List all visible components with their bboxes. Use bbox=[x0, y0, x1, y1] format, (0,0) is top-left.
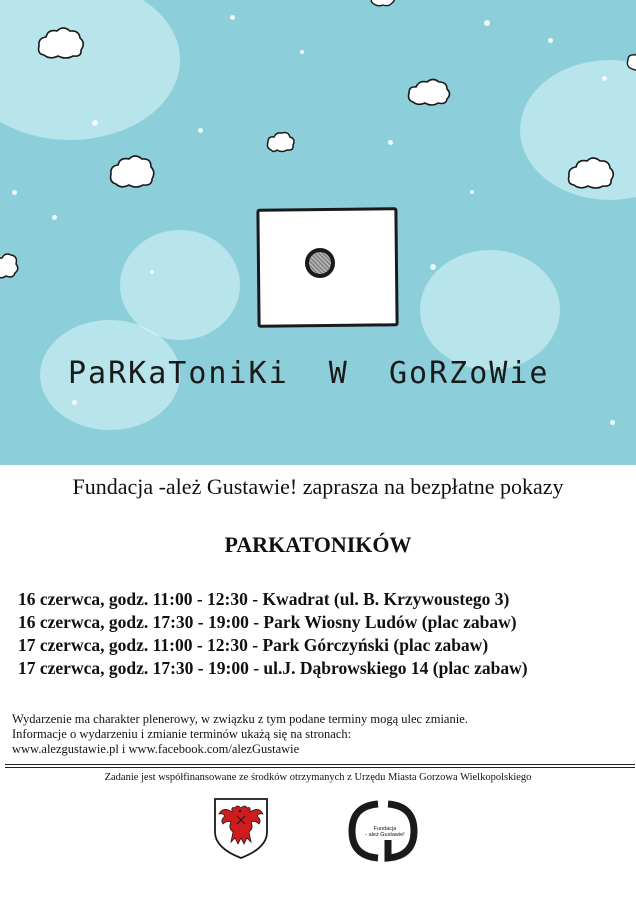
cloud-icon bbox=[626, 50, 636, 72]
foundation-logo-line: - ależ Gustawie! bbox=[365, 832, 405, 838]
cloud-icon bbox=[0, 250, 20, 280]
snow-dot bbox=[150, 270, 154, 274]
snow-dot bbox=[430, 264, 436, 270]
events-list bbox=[18, 588, 636, 680]
snow-dot bbox=[300, 50, 304, 54]
sky-glow bbox=[420, 250, 560, 370]
cloud-icon bbox=[266, 130, 296, 154]
foundation-logo-line: Fundacja bbox=[373, 826, 397, 832]
foundation-logo-text bbox=[362, 826, 408, 838]
cloud-icon bbox=[108, 152, 156, 190]
sky-glow bbox=[120, 230, 240, 340]
poster-title: PaRKaToniKi W GoRZoWie bbox=[68, 356, 550, 391]
cloud-icon bbox=[370, 0, 396, 8]
cloud-icon bbox=[36, 25, 86, 61]
snow-dot bbox=[92, 120, 98, 126]
note-links[interactable]: www.alezgustawie.pl i www.facebook.com/alezGustawie bbox=[12, 742, 300, 756]
snow-dot bbox=[12, 190, 17, 195]
snow-dot bbox=[548, 38, 553, 43]
event-item: 16 czerwca, godz. 11:00 - 12:30 - Kwadrat (ul. B. Krzywoustego 3) bbox=[18, 589, 510, 609]
note-line: Informacje o wydarzeniu i zmianie terminów ukażą się na stronach: bbox=[12, 727, 352, 741]
headline: PARKATONIKÓW bbox=[224, 532, 412, 557]
funding-note: Zadanie jest współfinansowane ze środków otrzymanych z Urzędu Miasta Gorzowa Wielkopolskiego bbox=[104, 772, 532, 783]
camera-lens-icon bbox=[305, 248, 335, 278]
cloud-icon bbox=[406, 77, 452, 107]
snow-dot bbox=[198, 128, 203, 133]
snow-dot bbox=[388, 140, 393, 145]
snow-dot bbox=[484, 20, 490, 26]
snow-dot bbox=[52, 215, 57, 220]
snow-dot bbox=[610, 420, 615, 425]
snow-dot bbox=[602, 76, 607, 81]
note-line: Wydarzenie ma charakter plenerowy, w związku z tym podane terminy mogą ulec zmianie. bbox=[12, 712, 468, 726]
sky-glow bbox=[0, 0, 180, 140]
info-note bbox=[12, 712, 612, 757]
event-item: 17 czerwca, godz. 17:30 - 19:00 - ul.J. Dąbrowskiego 14 (plac zabaw) bbox=[18, 658, 528, 678]
divider bbox=[5, 767, 635, 768]
snow-dot bbox=[230, 15, 235, 20]
snow-dot bbox=[72, 400, 77, 405]
divider bbox=[5, 764, 635, 765]
event-item: 16 czerwca, godz. 17:30 - 19:00 - Park Wiosny Ludów (plac zabaw) bbox=[18, 612, 517, 632]
event-item: 17 czerwca, godz. 11:00 - 12:30 - Park Górczyński (plac zabaw) bbox=[18, 635, 489, 655]
cloud-icon bbox=[566, 155, 616, 191]
gorzow-coat-of-arms-logo bbox=[211, 796, 271, 860]
snow-dot bbox=[470, 190, 474, 194]
intro-text: Fundacja -ależ Gustawie! zaprasza na bezpłatne pokazy bbox=[72, 474, 564, 499]
